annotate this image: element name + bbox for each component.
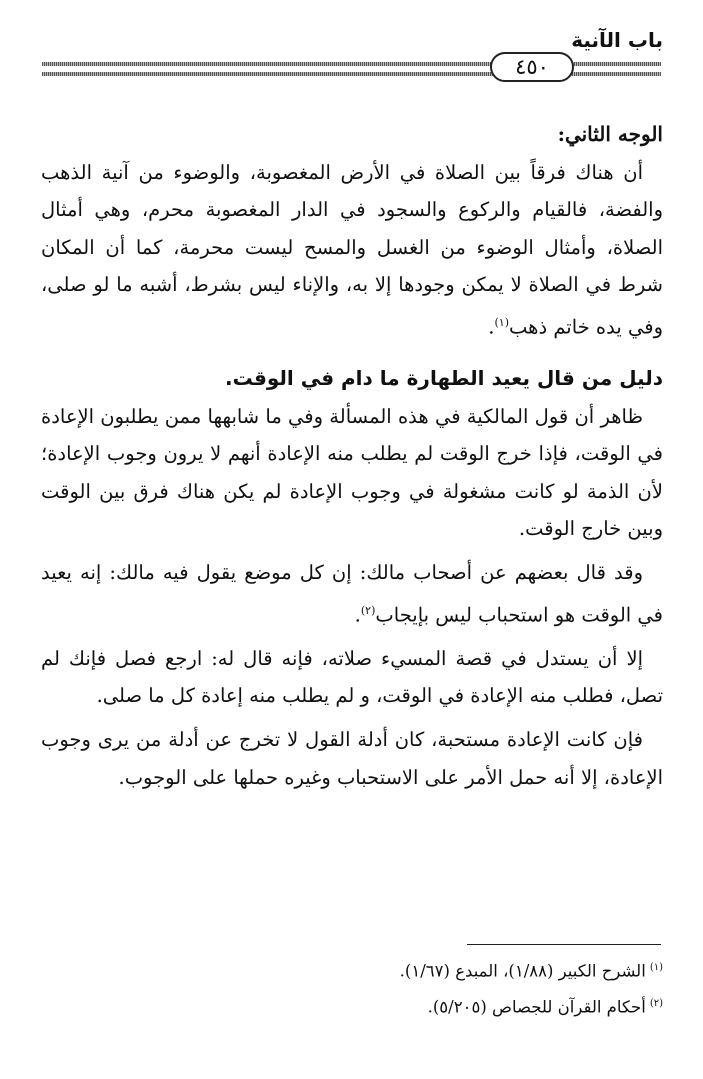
paragraph-end: .: [488, 315, 495, 339]
footnote-ref: (١): [494, 315, 510, 329]
body-text: [41, 116, 663, 796]
sub-heading: الوجه الثاني:: [557, 122, 663, 146]
paragraph: [41, 154, 663, 346]
footnote-text: الشرح الكبير (١/٨٨)، المبدع (١/٦٧).: [399, 961, 646, 981]
footnote-separator: [467, 944, 661, 945]
paragraph: [41, 554, 663, 634]
chapter-title: باب الآنية: [571, 28, 663, 52]
paragraph-end: .: [354, 603, 361, 627]
footnote: [41, 952, 663, 988]
section-heading: دليل من قال يعيد الطهارة ما دام في الوقت.: [225, 366, 663, 391]
paragraph-text: وقد قال بعضهم عن أصحاب مالك: إن كل موضع يقول فيه مالك: إنه يعيد في الوقت هو استحباب ليس بإيجاب: [41, 561, 663, 627]
footnotes: [41, 952, 663, 1023]
footnote-marker: (١): [649, 962, 663, 973]
page-number: ٤٥٠: [490, 52, 574, 82]
footnote-ref: (٢): [360, 603, 376, 617]
footnote-text: أحكام القرآن للجصاص (٥/٢٠٥).: [427, 997, 646, 1016]
paragraph: فإن كانت الإعادة مستحبة، كان أدلة القول لا تخرج عن أدلة من يرى وجوب الإعادة، إلا أنه حمل الأمر على الاستحباب وغيره حملها على الوجوب.: [41, 727, 663, 789]
paragraph: إلا أن يستدل في قصة المسيء صلاته، فإنه قال له: ارجع فصل فإنك لم تصل، فطلب منه الإعادة في الوقت، و لم يطلب منه إعادة كل ما صلى.: [41, 646, 663, 708]
footnote-marker: (٢): [649, 997, 663, 1009]
footnote: [41, 988, 663, 1024]
paragraph-text: أن هناك فرقاً بين الصلاة في الأرض المغصوبة، والوضوء من آنية الذهب والفضة، فالقيام والركوع والسجود في الدار المغصوبة محرم، وهي أمثال الصلاة، وأمثال الوضوء من الغسل والمسح ليست محرمة، كما أن المكان شرط في الصلاة لا يمكن وجودها إلا به، والإناء ليس بشرط، أشبه ما لو صلى، وفي يده خاتم ذهب: [41, 160, 663, 339]
paragraph: ظاهر أن قول المالكية في هذه المسألة وفي ما شابهها ممن يطلبون الإعادة في الوقت، فإذا خرج الوقت لم يطلب منه الإعادة أنهم لا يرون وجوب الإعادة؛ لأن الذمة لو كانت مشغولة في وجوب الإعادة لم يكن هناك فرق بين الوقت وبين خارج الوقت.: [41, 404, 663, 541]
